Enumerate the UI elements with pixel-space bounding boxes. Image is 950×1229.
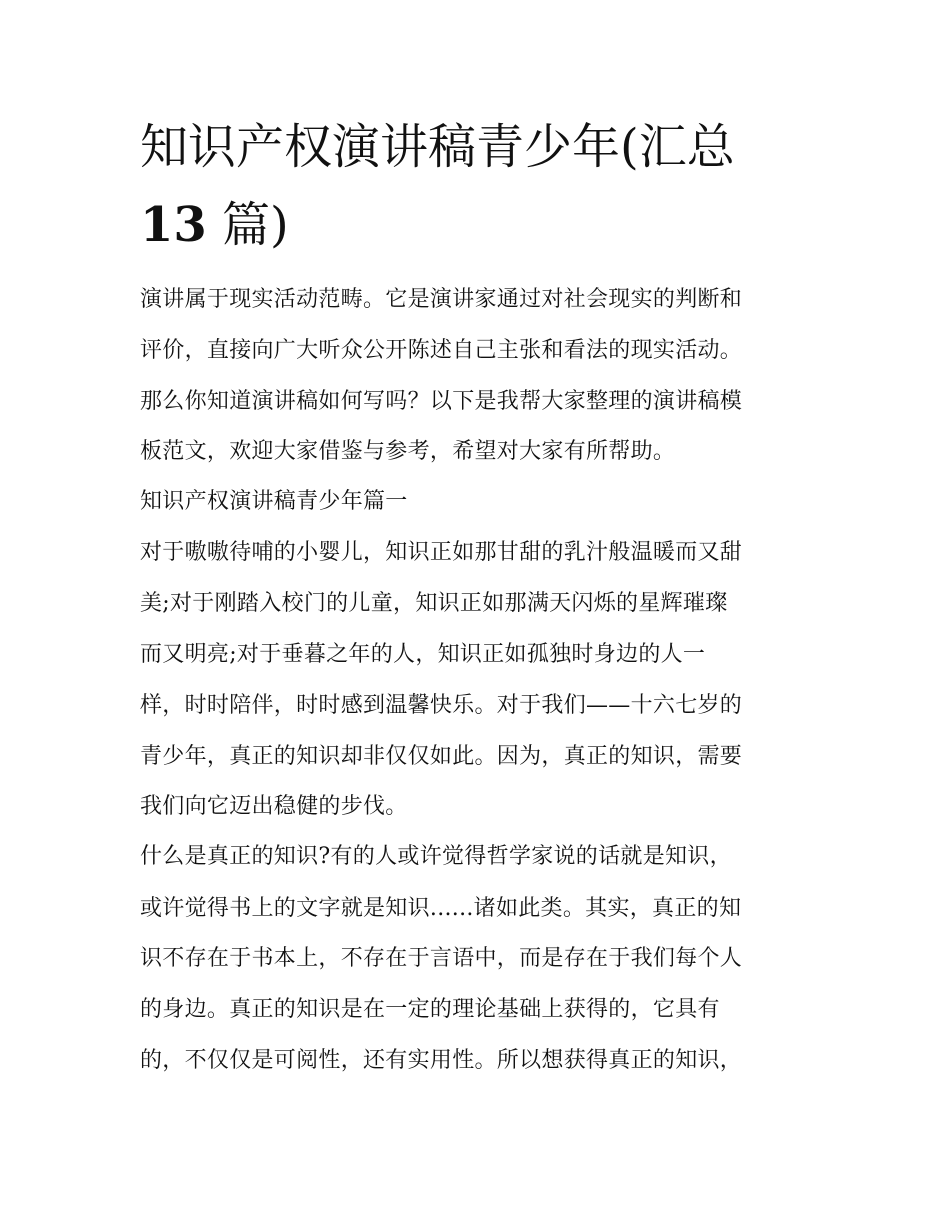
title-line-2: 篇) bbox=[206, 197, 289, 253]
paragraph-1-line-1: 对于嗷嗷待哺的小婴儿，知识正如那甘甜的乳汁般温暖而又甜 bbox=[140, 540, 743, 565]
section-heading: 知识产权演讲稿青少年篇一 bbox=[140, 489, 408, 514]
paragraph-2-line-2: 或许觉得书上的文字就是知识......诸如此类。其实，真正的知 bbox=[140, 896, 742, 921]
intro-line-3: 那么你知道演讲稿如何写吗？以下是我帮大家整理的演讲稿模 bbox=[140, 389, 743, 414]
title-line-1: 知识产权演讲稿青少年(汇总 bbox=[140, 119, 735, 175]
paragraph-1-line-2: 美;对于刚踏入校门的儿童，知识正如那满天闪烁的星辉璀璨 bbox=[140, 591, 728, 616]
intro-line-1: 演讲属于现实活动范畴。它是演讲家通过对社会现实的判断和 bbox=[140, 287, 743, 312]
paragraph-1-line-4: 样，时时陪伴，时时感到温馨快乐。对于我们——十六七岁的 bbox=[140, 693, 743, 718]
paragraph-2-line-5: 的，不仅仅是可阅性，还有实用性。所以想获得真正的知识， bbox=[140, 1048, 743, 1073]
paragraph-1-line-3: 而又明亮;对于垂暮之年的人，知识正如孤独时身边的人一 bbox=[140, 642, 706, 667]
paragraph-1-line-5: 青少年，真正的知识却非仅仅如此。因为，真正的知识，需要 bbox=[140, 744, 743, 769]
title-number: 13 bbox=[140, 197, 207, 253]
intro-line-4: 板范文，欢迎大家借鉴与参考，希望对大家有所帮助。 bbox=[140, 439, 676, 464]
intro-line-2: 评价，直接向广大听众公开陈述自己主张和看法的现实活动。 bbox=[140, 338, 743, 363]
paragraph-2-line-4: 的身边。真正的知识是在一定的理论基础上获得的，它具有 bbox=[140, 997, 720, 1022]
paragraph-1-line-6: 我们向它迈出稳健的步伐。 bbox=[140, 794, 408, 819]
paragraph-2-line-1: 什么是真正的知识?有的人或许觉得哲学家说的话就是知识， bbox=[140, 844, 732, 869]
paragraph-2-line-3: 识不存在于书本上，不存在于言语中，而是存在于我们每个人 bbox=[140, 946, 743, 971]
document-title bbox=[140, 108, 820, 264]
